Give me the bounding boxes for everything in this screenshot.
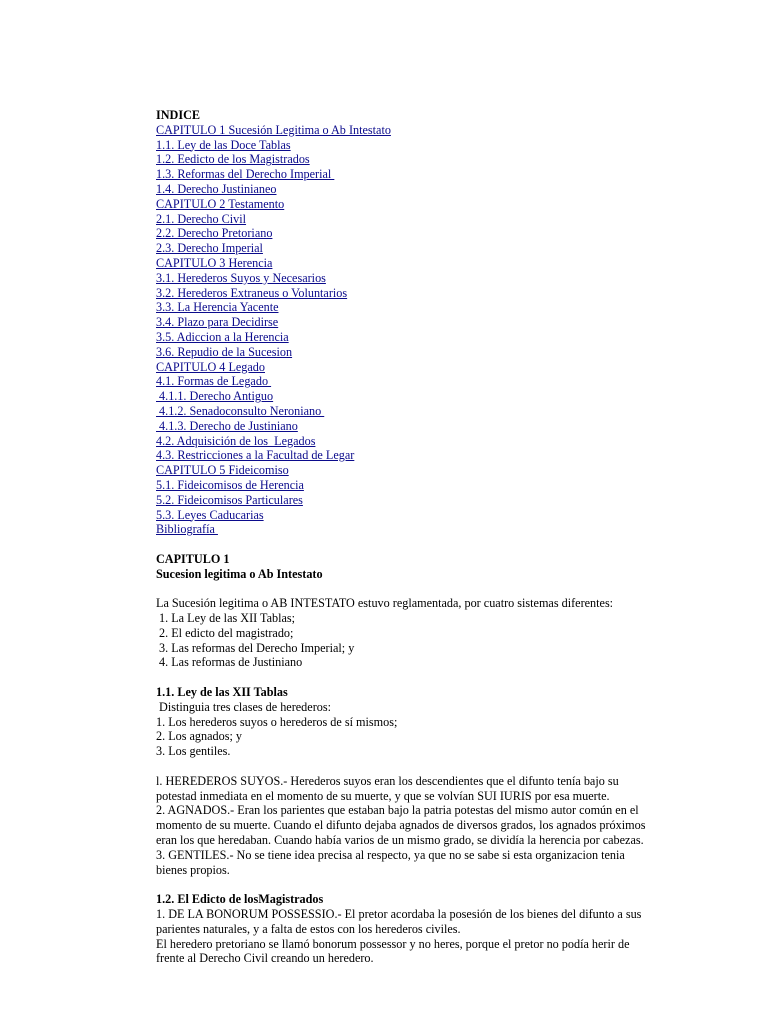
chapter-1-intro: La Sucesión legitima o AB INTESTATO estuvo reglamentada, por cuatro sistemas diferentes:: [156, 596, 614, 611]
toc-link-1-4[interactable]: 1.4. Derecho Justinianeo: [156, 181, 277, 196]
system-item: 4. Las reformas de Justiniano: [156, 655, 303, 670]
section-1-1-intro: Distinguia tres clases de herederos:: [156, 699, 331, 714]
spacer: [156, 582, 656, 597]
toc-link-4-3[interactable]: 4.3. Restricciones a la Facultad de Legar: [156, 448, 355, 463]
document-page: [156, 108, 656, 966]
toc-link-4-2[interactable]: 4.2. Adquisición de los Legados: [156, 433, 316, 448]
spacer: [156, 670, 656, 685]
spacer: [156, 877, 656, 892]
paragraph-herederos-suyos: l. HEREDEROS SUYOS.- Herederos suyos eran los descendientes que el difunto tenía bajo su potestad inmediata en el momento de su muerte, y que se volvían SUI IURIS por esa muerte.: [156, 773, 619, 803]
toc-link-3-2[interactable]: 3.2. Herederos Extraneus o Voluntarios: [156, 285, 348, 300]
chapter-1-subheading: Sucesion legitima o Ab Intestato: [156, 566, 323, 581]
toc-link-4-1[interactable]: 4.1. Formas de Legado: [156, 374, 272, 389]
table-of-contents: [156, 123, 656, 537]
toc-link-1-1[interactable]: 1.1. Ley de las Doce Tablas: [156, 137, 291, 152]
toc-link-capitulo-4[interactable]: CAPITULO 4 Legado: [156, 359, 265, 374]
toc-link-5-2[interactable]: 5.2. Fideicomisos Particulares: [156, 492, 303, 507]
toc-link-3-1[interactable]: 3.1. Herederos Suyos y Necesarios: [156, 270, 326, 285]
toc-link-capitulo-1[interactable]: CAPITULO 1 Sucesión Legitima o Ab Intestato: [156, 122, 391, 137]
toc-link-3-3[interactable]: 3.3. La Herencia Yacente: [156, 300, 279, 315]
toc-link-capitulo-3[interactable]: CAPITULO 3 Herencia: [156, 255, 273, 270]
heir-class-item: 3. Los gentiles.: [156, 744, 231, 759]
heir-class-item: 1. Los herederos suyos o herederos de sí mismos;: [156, 714, 398, 729]
section-1-1-heading: 1.1. Ley de las XII Tablas: [156, 685, 288, 700]
toc-link-3-6[interactable]: 3.6. Repudio de la Sucesion: [156, 344, 293, 359]
system-item: 1. La Ley de las XII Tablas;: [156, 611, 296, 626]
system-item: 3. Las reformas del Derecho Imperial; y: [156, 640, 355, 655]
toc-link-2-3[interactable]: 2.3. Derecho Imperial: [156, 241, 263, 256]
toc-link-bibliografia[interactable]: Bibliografía: [156, 522, 218, 537]
paragraph-bonorum-possessio: 1. DE LA BONORUM POSSESSIO.- El pretor acordaba la posesión de los bienes del difunto a sus parientes naturales, y a falta de estos con los herederos civiles.: [156, 907, 642, 936]
toc-link-3-4[interactable]: 3.4. Plazo para Decidirse: [156, 315, 279, 330]
toc-link-4-1-2[interactable]: 4.1.2. Senadoconsulto Neroniano: [156, 403, 325, 418]
index-title: INDICE: [156, 108, 201, 122]
toc-link-3-5[interactable]: 3.5. Adiccion a la Herencia: [156, 329, 289, 344]
toc-link-2-2[interactable]: 2.2. Derecho Pretoriano: [156, 226, 273, 241]
toc-link-1-3[interactable]: 1.3. Reformas del Derecho Imperial: [156, 167, 335, 182]
paragraph-gentiles: 3. GENTILES.- No se tiene idea precisa al respecto, ya que no se sabe si esta organizacion tenia bienes propios.: [156, 847, 625, 877]
spacer: [156, 759, 656, 774]
paragraph-heredero-pretoriano: El heredero pretoriano se llamó bonorum possessor y no heres, porque el pretor no podía herir de frente al Derecho Civil creando un heredero.: [156, 936, 630, 966]
paragraph-agnados: 2. AGNADOS.- Eran los parientes que estaban bajo la patria potestas del mismo autor común en el momento de su muerte. Cuando el difunto dejaba agnados de diversos grados, los agnados próximos eran los que heredaban. Cuando había varios de un mismo grado, se dividía la herencia por cabezas.: [156, 803, 646, 848]
toc-link-2-1[interactable]: 2.1. Derecho Civil: [156, 211, 247, 226]
chapter-1-heading: CAPITULO 1: [156, 551, 230, 566]
spacer: [156, 537, 656, 552]
toc-link-capitulo-5[interactable]: CAPITULO 5 Fideicomiso: [156, 463, 289, 478]
system-item: 2. El edicto del magistrado;: [156, 625, 294, 640]
toc-link-capitulo-2[interactable]: CAPITULO 2 Testamento: [156, 196, 285, 211]
toc-link-1-2[interactable]: 1.2. Eedicto de los Magistrados: [156, 152, 310, 167]
toc-link-4-1-3[interactable]: 4.1.3. Derecho de Justiniano: [156, 418, 298, 433]
toc-link-5-1[interactable]: 5.1. Fideicomisos de Herencia: [156, 477, 304, 492]
heir-class-item: 2. Los agnados; y: [156, 729, 242, 744]
section-1-2-heading: 1.2. El Edicto de losMagistrados: [156, 892, 324, 907]
toc-link-5-3[interactable]: 5.3. Leyes Caducarias: [156, 507, 264, 522]
toc-link-4-1-1[interactable]: 4.1.1. Derecho Antiguo: [156, 389, 274, 404]
